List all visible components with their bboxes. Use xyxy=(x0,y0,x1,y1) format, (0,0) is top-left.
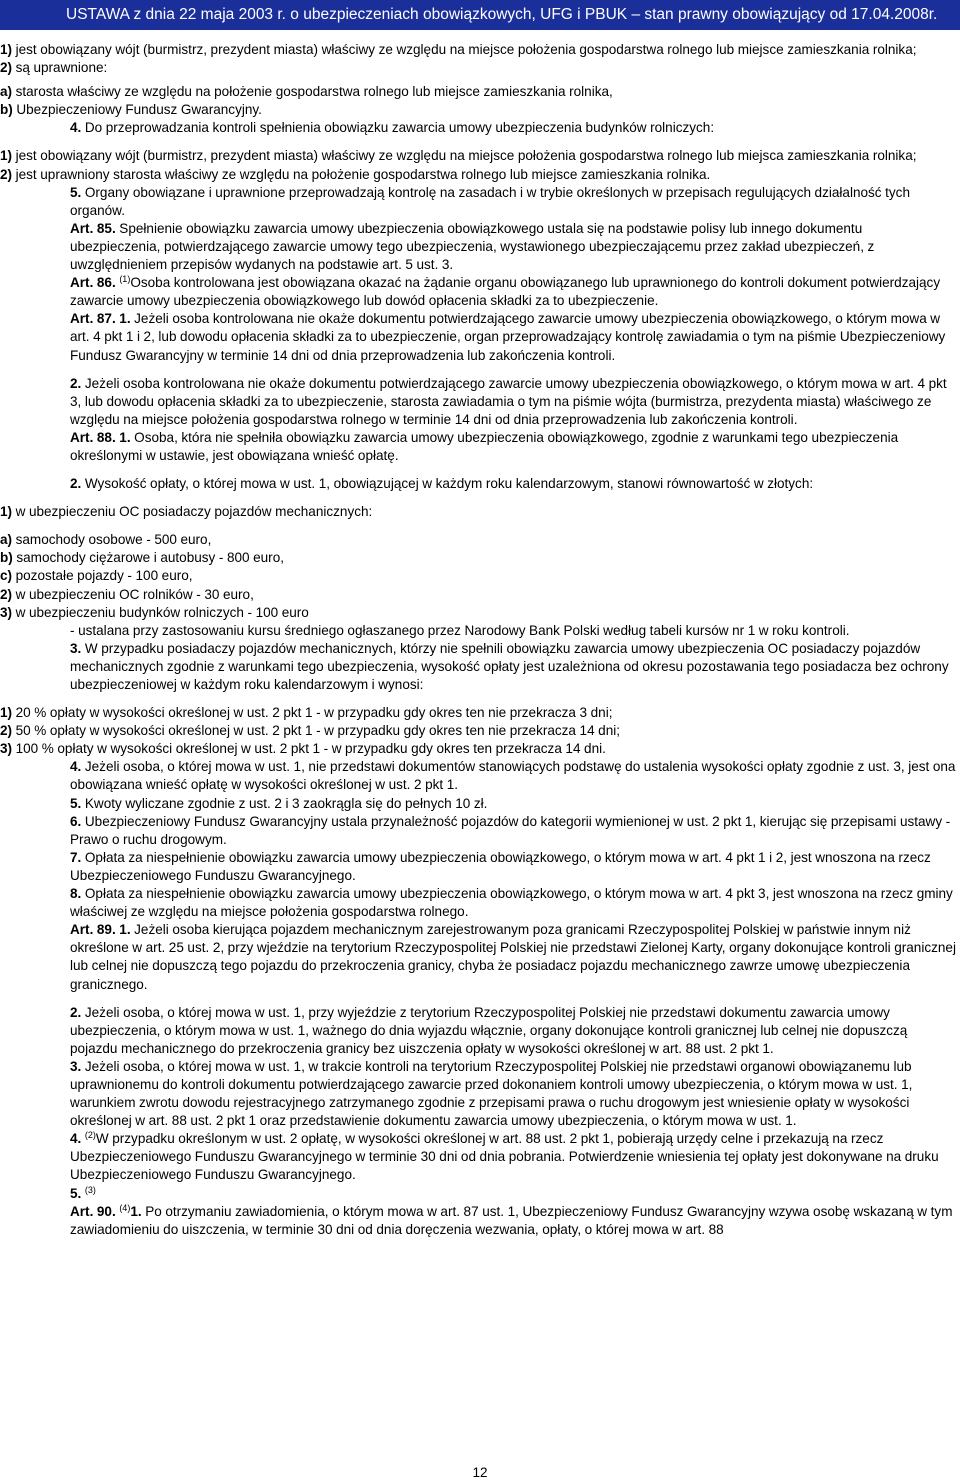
paragraph: 3. Jeżeli osoba, o której mowa w ust. 1, w trakcie kontroli na terytorium Rzeczypospolitej Polskiej nie przedstawi organowi obowiązanemu lub uprawnionemu do kontroli dokumentu potwierdzającego zawarcie przed dokonaniem kontroli umowy ubezpieczenia, o którym mowa w ust. 1, warunkiem zwrotu dowodu rejestracyjnego zatrzymanego zgodnie z przepisami prawa o ruchu drogowym jest wniesienie opłaty w wysokości określonej w art. 88 ust. 2 pkt 1 oraz przedstawienie dokumentu zawarcia umowy ubezpieczenia, o którym mowa w ust. 1. xyxy=(70,1058,913,1129)
article-87: Art. 87. 1. Jeżeli osoba kontrolowana nie okaże dokumentu potwierdzającego zawarcie umowy ubezpieczenia obowiązkowego, o którym mowa w art. 4 pkt 1 i 2, lub dowodu opłacenia składki za to ubezpieczenie, organ przeprowadzający kontrolę zawiadamia o tym na piśmie Ubezpieczeniowy Fundusz Gwarancyjny w terminie 14 dni od dnia przeprowadzenia lub zakończenia kontroli. xyxy=(70,311,946,363)
paragraph: 6. Ubezpieczeniowy Fundusz Gwarancyjny ustala przynależność pojazdów do kategorii wymienionej w ust. 2 pkt 1, kierując się przepisami ustawy - Prawo o ruchu drogowym. xyxy=(70,813,951,847)
paragraph: 2) 50 % opłaty w wysokości określonej w ust. 2 pkt 1 - w przypadku gdy okres ten nie przekracza 14 dni; xyxy=(0,723,621,739)
paragraph: 1) w ubezpieczeniu OC posiadaczy pojazdów mechanicznych: xyxy=(0,504,373,520)
paragraph: a) samochody osobowe - 500 euro, xyxy=(0,532,212,548)
paragraph: 3) w ubezpieczeniu budynków rolniczych - 100 euro xyxy=(0,604,309,620)
paragraph: 5. Organy obowiązane i uprawnione przeprowadzają kontrolę na zasadach i w trybie określonych w przepisach regulujących działalność tych organów. xyxy=(70,184,910,218)
paragraph: 4. Do przeprowadzania kontroli spełnienia obowiązku zawarcia umowy ubezpieczenia budynków rolniczych: xyxy=(70,120,715,136)
document-body xyxy=(0,41,956,1239)
paragraph: c) pozostałe pojazdy - 100 euro, xyxy=(0,568,193,584)
paragraph: b) samochody ciężarowe i autobusy - 800 euro, xyxy=(0,550,284,566)
paragraph: 5. $^{(3)}$ xyxy=(70,1184,96,1201)
header-title: USTAWA z dnia 22 maja 2003 r. o ubezpieczeniach obowiązkowych, UFG i PBUK – stan prawny obowiązujący od 17.04.2008r. xyxy=(66,6,938,23)
page-number: 12 xyxy=(472,1465,488,1480)
article-88: Art. 88. 1. Osoba, która nie spełniła obowiązku zawarcia umowy ubezpieczenia obowiązkowego, zgodnie z warunkami tego ubezpieczenia określonymi w ustawie, jest obowiązana wnieść opłatę. xyxy=(70,429,899,463)
paragraph: a) starosta właściwy ze względu na położenie gospodarstwa rolnego lub miejsce zamieszkania rolnika, xyxy=(0,84,613,100)
document-header xyxy=(0,0,960,30)
paragraph: 4. Jeżeli osoba, o której mowa w ust. 1, nie przedstawi dokumentów stanowiących podstawę do ustalenia wysokości opłaty zgodnie z ust. 3, jest ona obowiązana wnieść opłatę w wysokości określonej w ust. 2 pkt 1. xyxy=(70,759,956,793)
paragraph: 2) jest uprawniony starosta właściwy ze względu na położenie gospodarstwa rolnego lub miejsce zamieszkania rolnika. xyxy=(0,166,711,182)
paragraph: 2) w ubezpieczeniu OC rolników - 30 euro, xyxy=(0,586,254,602)
article-90: Art. 90. $^{(4)}$1. Po otrzymaniu zawiadomienia, o którym mowa w art. 87 ust. 1, Ubezpieczeniowy Fundusz Gwarancyjny wzywa osobę wskazaną w tym zawiadomieniu do uiszczenia, w terminie 30 dni od dnia doręczenia wezwania, opłaty, o której mowa w art. 88 xyxy=(70,1202,953,1237)
paragraph: 1) 20 % opłaty w wysokości określonej w ust. 2 pkt 1 - w przypadku gdy okres ten nie przekracza 3 dni; xyxy=(0,705,613,721)
paragraph: 3. W przypadku posiadaczy pojazdów mechanicznych, którzy nie spełnili obowiązku zawarcia umowy ubezpieczenia OC posiadaczy pojazdów mechanicznych zgodnie z warunkami tego ubezpieczenia, wysokość opłaty jest uzależniona od okresu pozostawania tego posiadacza bez ochrony ubezpieczeniowej w każdym roku kalendarzowym i wynosi: xyxy=(70,640,949,692)
paragraph: 1) jest obowiązany wójt (burmistrz, prezydent miasta) właściwy ze względu na miejsce położenia gospodarstwa rolnego lub miejsca zamieszkania rolnika; xyxy=(0,148,917,164)
paragraph: 8. Opłata za niespełnienie obowiązku zawarcia umowy ubezpieczenia obowiązkowego, o którym mowa w art. 4 pkt 3, jest wnoszona na rzecz gminy właściwej ze względu na miejsce położenia gospodarstwa rolnego. xyxy=(70,886,953,920)
paragraph: 2. Wysokość opłaty, o której mowa w ust. 1, obowiązującej w każdym roku kalendarzowym, stanowi równowartość w złotych: xyxy=(70,476,814,492)
article-85: Art. 85. Spełnienie obowiązku zawarcia umowy ubezpieczenia obowiązkowego ustala się na podstawie polisy lub innego dokumentu ubezpieczenia, potwierdzającego zawarcie umowy tego ubezpieczenia, wystawionego ubezpieczającemu przez zakład ubezpieczeń, z uwzględnieniem przepisów wydanych na podstawie art. 5 ust. 3. xyxy=(70,220,875,273)
paragraph: 2) są uprawnione: xyxy=(0,60,108,76)
paragraph: 2. Jeżeli osoba, o której mowa w ust. 1, przy wyjeździe z terytorium Rzeczypospolitej Polskiej nie przedstawi dokumentu zawarcia umowy ubezpieczenia, o którym mowa w ust. 1, ważnego do dnia wyjazdu włącznie, organy dokonujące kontroli granicznej lub celnej nie dopuszczą pojazdu mechanicznego do przekroczenia granicy bez uiszczenia opłaty w wysokości określonej w art. 88 ust. 2 pkt 1. xyxy=(70,1004,908,1056)
article-89: Art. 89. 1. Jeżeli osoba kierująca pojazdem mechanicznym zarejestrowanym poza granicami Rzeczypospolitej Polskiej w państwie innym niż określone w art. 25 ust. 2, przy wjeździe na terytorium Rzeczypospolitej Polskiej nie przedstawi Zielonej Karty, organy dokonujące kontroli granicznej lub celnej nie dopuszczą tego pojazdu do przekroczenia granicy, chyba że posiadacz pojazdu mechanicznego zawrze umowę ubezpieczenia granicznego. xyxy=(70,922,956,992)
paragraph: - ustalana przy zastosowaniu kursu średniego ogłaszanego przez Narodowy Bank Polski według tabeli kursów nr 1 w roku kontroli. xyxy=(70,622,850,638)
paragraph: 3) 100 % opłaty w wysokości określonej w ust. 2 pkt 1 - w przypadku gdy okres ten przekracza 14 dni. xyxy=(0,741,606,757)
paragraph: b) Ubezpieczeniowy Fundusz Gwarancyjny. xyxy=(0,102,262,118)
paragraph: 4. $^{(2)}$W przypadku określonym w ust. 2 opłatę, w wysokości określonej w art. 88 ust. 2 pkt 1, pobierają urzędy celne i przekazują na rzecz Ubezpieczeniowego Funduszu Gwarancyjnego w terminie 30 dni od dnia pobrania. Potwierdzenie wniesienia tej opłaty jest dokonywane na druku Ubezpieczeniowego Funduszu Gwarancyjnego. xyxy=(70,1130,939,1183)
paragraph: 5. Kwoty wyliczane zgodnie z ust. 2 i 3 zaokrągla się do pełnych 10 zł. xyxy=(70,795,488,811)
article-86: Art. 86. $^{(1)}$Osoba kontrolowana jest obowiązana okazać na żądanie organu obowiązanego lub uprawnionego do kontroli dokument potwierdzający zawarcie umowy ubezpieczenia obowiązkowego lub dowód opłacenia składki za to ubezpieczenie. xyxy=(70,274,941,309)
paragraph: 2. Jeżeli osoba kontrolowana nie okaże dokumentu potwierdzającego zawarcie umowy ubezpieczenia obowiązkowego, o którym mowa w art. 4 pkt 3, lub dowodu opłacenia składki za to ubezpieczenie, starosta zawiadamia o tym na piśmie wójta (burmistrza, prezydenta miasta) właściwego ze względu na miejsce położenia gospodarstwa rolnego w terminie 14 dni od dnia przeprowadzenia lub zakończenia kontroli. xyxy=(70,375,947,427)
paragraph: 7. Opłata za niespełnienie obowiązku zawarcia umowy ubezpieczenia obowiązkowego, o którym mowa w art. 4 pkt 1 i 2, jest wnoszona na rzecz Ubezpieczeniowego Funduszu Gwarancyjnego. xyxy=(70,849,931,883)
paragraph: 1) jest obowiązany wójt (burmistrz, prezydent miasta) właściwy ze względu na miejsce położenia gospodarstwa rolnego lub miejsce zamieszkania rolnika; xyxy=(0,42,917,57)
